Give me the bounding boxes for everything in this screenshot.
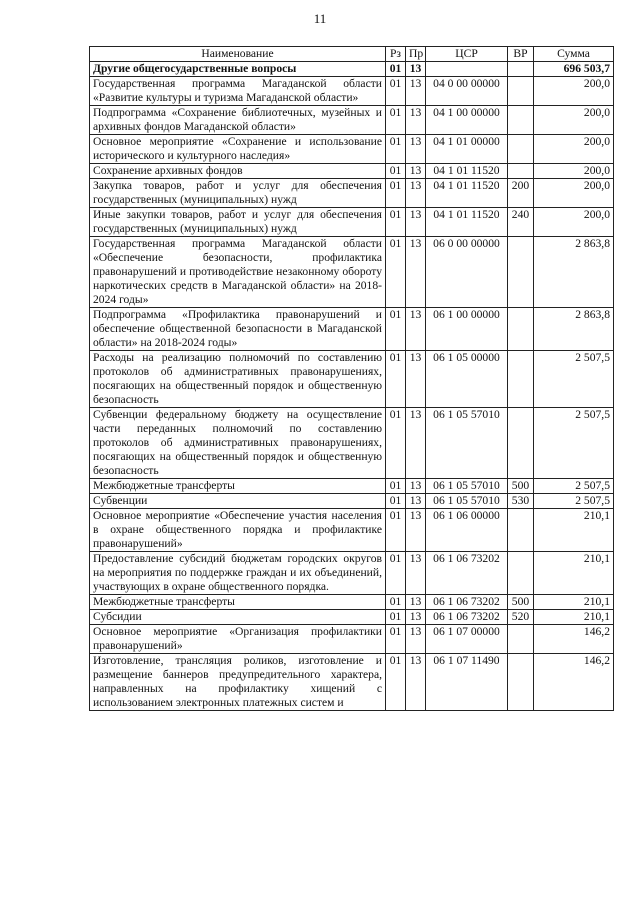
table-row [90, 308, 614, 351]
table-body [90, 62, 614, 711]
cell-rz: 01 [386, 208, 406, 237]
cell-sum: 2 507,5 [534, 408, 614, 479]
cell-name: Предоставление субсидий бюджетам городских округов на мероприятия по поддержке граждан и их объединений, участвующих в охране общественного порядка. [90, 552, 386, 595]
cell-name: Основное мероприятие «Организация профилактики правонарушений» [90, 625, 386, 654]
cell-csr: 04 1 01 11520 [426, 208, 508, 237]
cell-csr: 06 1 06 73202 [426, 552, 508, 595]
page-number: 11 [313, 11, 327, 26]
cell-sum: 200,0 [534, 179, 614, 208]
table-row [90, 179, 614, 208]
cell-vr [508, 135, 534, 164]
cell-pr: 13 [406, 179, 426, 208]
cell-vr [508, 164, 534, 179]
cell-name: Основное мероприятие «Сохранение и использование исторического и культурного наследия» [90, 135, 386, 164]
cell-pr: 13 [406, 654, 426, 711]
cell-vr: 520 [508, 610, 534, 625]
cell-name: Государственная программа Магаданской области «Обеспечение безопасности, профилактика правонарушений и противодействие незаконному обороту наркотических средств в Магаданской области» на 2018-2024 годы» [90, 237, 386, 308]
cell-vr [508, 62, 534, 77]
cell-csr: 06 1 05 57010 [426, 479, 508, 494]
cell-rz: 01 [386, 479, 406, 494]
cell-sum: 210,1 [534, 509, 614, 552]
cell-name: Сохранение архивных фондов [90, 164, 386, 179]
cell-pr: 13 [406, 308, 426, 351]
cell-csr: 06 1 07 00000 [426, 625, 508, 654]
table-row [90, 494, 614, 509]
cell-vr: 200 [508, 179, 534, 208]
cell-rz: 01 [386, 610, 406, 625]
table-row [90, 654, 614, 711]
cell-name: Закупка товаров, работ и услуг для обеспечения государственных (муниципальных) нужд [90, 179, 386, 208]
cell-csr: 04 1 00 00000 [426, 106, 508, 135]
header-sum: Сумма [534, 47, 614, 62]
cell-name: Основное мероприятие «Обеспечение участия населения в охране общественного порядка и профилактике правонарушений» [90, 509, 386, 552]
cell-sum: 210,1 [534, 552, 614, 595]
cell-name: Подпрограмма «Профилактика правонарушений и обеспечение общественной безопасности в Магаданской области» на 2018-2024 годы» [90, 308, 386, 351]
cell-sum: 2 507,5 [534, 479, 614, 494]
cell-pr: 13 [406, 62, 426, 77]
cell-vr [508, 408, 534, 479]
cell-rz: 01 [386, 179, 406, 208]
header-vr: ВР [508, 47, 534, 62]
cell-rz: 01 [386, 164, 406, 179]
cell-csr: 06 1 06 00000 [426, 509, 508, 552]
cell-name: Субвенции федеральному бюджету на осуществление части переданных полномочий по составлению протоколов об административных правонарушениях, посягающих на общественный порядок и общественную безопасность [90, 408, 386, 479]
cell-sum: 2 863,8 [534, 308, 614, 351]
cell-vr: 500 [508, 595, 534, 610]
cell-csr: 06 1 05 00000 [426, 351, 508, 408]
cell-name: Иные закупки товаров, работ и услуг для обеспечения государственных (муниципальных) нужд [90, 208, 386, 237]
cell-sum: 696 503,7 [534, 62, 614, 77]
table-row [90, 62, 614, 77]
cell-vr [508, 654, 534, 711]
cell-sum: 200,0 [534, 164, 614, 179]
cell-vr [508, 308, 534, 351]
cell-pr: 13 [406, 595, 426, 610]
cell-csr: 06 1 06 73202 [426, 595, 508, 610]
budget-table [89, 46, 614, 711]
cell-rz: 01 [386, 308, 406, 351]
cell-sum: 200,0 [534, 135, 614, 164]
cell-vr: 530 [508, 494, 534, 509]
table-row [90, 351, 614, 408]
cell-pr: 13 [406, 237, 426, 308]
cell-csr: 06 1 05 57010 [426, 408, 508, 479]
cell-rz: 01 [386, 77, 406, 106]
cell-csr [426, 62, 508, 77]
table-row [90, 208, 614, 237]
cell-pr: 13 [406, 164, 426, 179]
cell-csr: 06 1 06 73202 [426, 610, 508, 625]
cell-vr: 500 [508, 479, 534, 494]
cell-vr [508, 351, 534, 408]
cell-vr [508, 509, 534, 552]
table-row [90, 237, 614, 308]
table-row [90, 625, 614, 654]
table-row [90, 408, 614, 479]
table-header-row [90, 47, 614, 62]
cell-csr: 04 1 01 11520 [426, 164, 508, 179]
header-pr: Пр [406, 47, 426, 62]
cell-pr: 13 [406, 408, 426, 479]
table-row [90, 135, 614, 164]
cell-name: Межбюджетные трансферты [90, 595, 386, 610]
cell-sum: 146,2 [534, 625, 614, 654]
header-rz: Рз [386, 47, 406, 62]
cell-csr: 04 1 01 11520 [426, 179, 508, 208]
cell-rz: 01 [386, 408, 406, 479]
cell-name: Расходы на реализацию полномочий по составлению протоколов об административных правонарушениях, посягающих на общественный порядок и общественную безопасность [90, 351, 386, 408]
cell-name: Межбюджетные трансферты [90, 479, 386, 494]
cell-rz: 01 [386, 237, 406, 308]
cell-sum: 2 863,8 [534, 237, 614, 308]
cell-rz: 01 [386, 552, 406, 595]
cell-pr: 13 [406, 77, 426, 106]
cell-name: Государственная программа Магаданской области «Развитие культуры и туризма Магаданской области» [90, 77, 386, 106]
cell-rz: 01 [386, 625, 406, 654]
cell-rz: 01 [386, 494, 406, 509]
header-name: Наименование [90, 47, 386, 62]
cell-pr: 13 [406, 552, 426, 595]
cell-sum: 2 507,5 [534, 351, 614, 408]
table-row [90, 552, 614, 595]
cell-sum: 200,0 [534, 77, 614, 106]
table-row [90, 479, 614, 494]
table-row [90, 509, 614, 552]
table-row [90, 610, 614, 625]
cell-vr [508, 552, 534, 595]
cell-pr: 13 [406, 479, 426, 494]
cell-csr: 04 1 01 00000 [426, 135, 508, 164]
cell-pr: 13 [406, 208, 426, 237]
cell-rz: 01 [386, 509, 406, 552]
cell-csr: 06 0 00 00000 [426, 237, 508, 308]
header-csr: ЦСР [426, 47, 508, 62]
cell-rz: 01 [386, 106, 406, 135]
cell-sum: 200,0 [534, 208, 614, 237]
cell-rz: 01 [386, 351, 406, 408]
cell-pr: 13 [406, 610, 426, 625]
cell-name: Другие общегосударственные вопросы [90, 62, 386, 77]
cell-vr [508, 625, 534, 654]
cell-name: Субвенции [90, 494, 386, 509]
cell-pr: 13 [406, 106, 426, 135]
cell-csr: 06 1 05 57010 [426, 494, 508, 509]
cell-rz: 01 [386, 62, 406, 77]
cell-sum: 2 507,5 [534, 494, 614, 509]
cell-pr: 13 [406, 509, 426, 552]
cell-csr: 06 1 00 00000 [426, 308, 508, 351]
cell-vr [508, 77, 534, 106]
table-row [90, 164, 614, 179]
cell-name: Изготовление, трансляция роликов, изготовление и размещение баннеров предупредительного характера, направленных на профилактику хищений с использованием электронных платежных систем и [90, 654, 386, 711]
cell-rz: 01 [386, 595, 406, 610]
cell-rz: 01 [386, 135, 406, 164]
cell-sum: 146,2 [534, 654, 614, 711]
cell-rz: 01 [386, 654, 406, 711]
cell-pr: 13 [406, 351, 426, 408]
cell-vr: 240 [508, 208, 534, 237]
cell-vr [508, 106, 534, 135]
cell-pr: 13 [406, 625, 426, 654]
cell-name: Подпрограмма «Сохранение библиотечных, музейных и архивных фондов Магаданской области» [90, 106, 386, 135]
table-row [90, 77, 614, 106]
cell-pr: 13 [406, 494, 426, 509]
table-row [90, 595, 614, 610]
cell-csr: 06 1 07 11490 [426, 654, 508, 711]
cell-vr [508, 237, 534, 308]
cell-sum: 210,1 [534, 610, 614, 625]
cell-csr: 04 0 00 00000 [426, 77, 508, 106]
table-row [90, 106, 614, 135]
cell-pr: 13 [406, 135, 426, 164]
cell-sum: 200,0 [534, 106, 614, 135]
cell-sum: 210,1 [534, 595, 614, 610]
cell-name: Субсидии [90, 610, 386, 625]
